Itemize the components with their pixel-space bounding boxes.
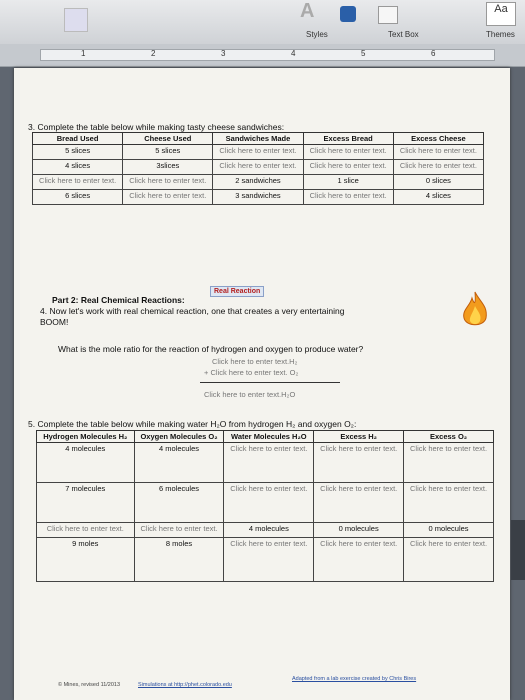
footer-mid-link[interactable]: Simulations at http://phet.colorado.edu [138,682,232,688]
part2-heading: Part 2: Real Chemical Reactions: [52,295,185,305]
cell: 4 slices [393,190,483,205]
text-placeholder-field[interactable]: Click here to enter text. [37,523,135,538]
text-placeholder-field[interactable]: Click here to enter text. [224,443,314,483]
cell: 5 slices [33,145,123,160]
footer-right-link[interactable]: Adapted from a lab exercise created by Chris Bires [292,676,417,682]
ribbon-toolbar [0,0,525,45]
cell: 3slices [123,160,213,175]
cell: 3 sandwiches [213,190,303,205]
cell: 6 slices [33,190,123,205]
ruler-mark-6: 6 [431,49,436,58]
text-placeholder-field[interactable]: Click here to enter text. [33,175,123,190]
h2o-coefficient-field[interactable]: Click here to enter text.H₂O [204,390,296,399]
cell: 1 slice [303,175,393,190]
header-excess-cheese: Excess Cheese [393,133,483,145]
horizontal-ruler[interactable] [0,44,525,67]
text-placeholder-field[interactable]: Click here to enter text. [303,145,393,160]
mole-ratio-question: What is the mole ratio for the reaction of hydrogen and oxygen to produce water? [58,344,364,354]
text-placeholder-field[interactable]: Click here to enter text. [404,538,494,582]
footer-left: © Mines, revised 11/2013 [58,682,121,688]
flame-icon [460,290,490,330]
text-placeholder-field[interactable]: Click here to enter text. [404,443,494,483]
cell: 0 slices [393,175,483,190]
text-placeholder-field[interactable]: Click here to enter text. [224,483,314,523]
cell: 5 slices [123,145,213,160]
reaction-divider [200,382,340,383]
text-box-icon[interactable] [378,6,398,24]
header-hydrogen-molecules: Hydrogen Molecules H₂ [37,431,135,443]
header-sandwiches-made: Sandwiches Made [213,133,303,145]
text-placeholder-field[interactable]: Click here to enter text. [314,483,404,523]
themes-label[interactable]: Themes [486,30,515,39]
text-placeholder-field[interactable]: Click here to enter text. [213,160,303,175]
header-cheese-used: Cheese Used [123,133,213,145]
text-placeholder-field[interactable]: Click here to enter text. [393,160,483,175]
ruler-track[interactable] [40,49,495,61]
water-molecules-table [36,430,494,582]
table-row [37,523,494,538]
large-a-icon[interactable]: A [300,0,315,22]
text-placeholder-field[interactable]: Click here to enter text. [303,160,393,175]
cell: 4 molecules [134,443,224,483]
text-placeholder-field[interactable]: Click here to enter text. [314,443,404,483]
styles-icon[interactable] [340,6,356,22]
text-placeholder-field[interactable]: Click here to enter text. [303,190,393,205]
text-box-label[interactable]: Text Box [388,30,419,39]
text-placeholder-field[interactable]: Click here to enter text. [134,523,224,538]
table-row [37,538,494,582]
cell: 8 moles [134,538,224,582]
header-excess-h2: Excess H₂ [314,431,404,443]
ruler-mark-5: 5 [361,49,366,58]
cell: 4 slices [33,160,123,175]
themes-aa-icon[interactable]: Aa [486,2,516,26]
text-placeholder-field[interactable]: Click here to enter text. [123,175,213,190]
text-placeholder-field[interactable]: Click here to enter text. [404,483,494,523]
text-placeholder-field[interactable]: Click here to enter text. [123,190,213,205]
cell: 6 molecules [134,483,224,523]
document-page [14,68,510,700]
ruler-mark-1: 1 [81,49,86,58]
header-excess-o2: Excess O₂ [404,431,494,443]
q4-text: 4. Now let's work with real chemical reaction, one that creates a very entertaining BOOM! [40,306,345,327]
ruler-mark-4: 4 [291,49,296,58]
cell: 9 moles [37,538,135,582]
header-excess-bread: Excess Bread [303,133,393,145]
header-water-molecules: Water Molecules H₂O [224,431,314,443]
header-oxygen-molecules: Oxygen Molecules O₂ [134,431,224,443]
q5-prompt: 5. Complete the table below while making water H₂O from hydrogen H₂ and oxygen O₂: [28,419,357,429]
cell: 0 molecules [404,523,494,538]
text-placeholder-field[interactable]: Click here to enter text. [393,145,483,160]
font-color-button[interactable] [64,8,88,32]
header-bread-used: Bread Used [33,133,123,145]
table-row [33,190,484,205]
cell: 4 molecules [37,443,135,483]
cell: 4 molecules [224,523,314,538]
table-row [37,483,494,523]
text-placeholder-field[interactable]: Click here to enter text. [213,145,303,160]
ruler-mark-3: 3 [221,49,226,58]
text-placeholder-field[interactable]: Click here to enter text. [224,538,314,582]
side-panel-edge [511,520,525,580]
table-row [33,175,484,190]
o2-coefficient-field[interactable]: + Click here to enter text. O₂ [204,368,299,377]
styles-label[interactable]: Styles [306,30,328,39]
cell: 0 molecules [314,523,404,538]
h2-coefficient-field[interactable]: Click here to enter text.H₂ [212,357,298,366]
cell: 2 sandwiches [213,175,303,190]
ruler-mark-2: 2 [151,49,156,58]
cheese-sandwich-table [32,132,484,205]
table-row [33,145,484,160]
text-placeholder-field[interactable]: Click here to enter text. [314,538,404,582]
q3-prompt: 3. Complete the table below while making tasty cheese sandwiches: [28,122,285,132]
cell: 7 molecules [37,483,135,523]
table-row [33,160,484,175]
real-reaction-badge: Real Reaction [210,286,264,297]
table-row [37,443,494,483]
